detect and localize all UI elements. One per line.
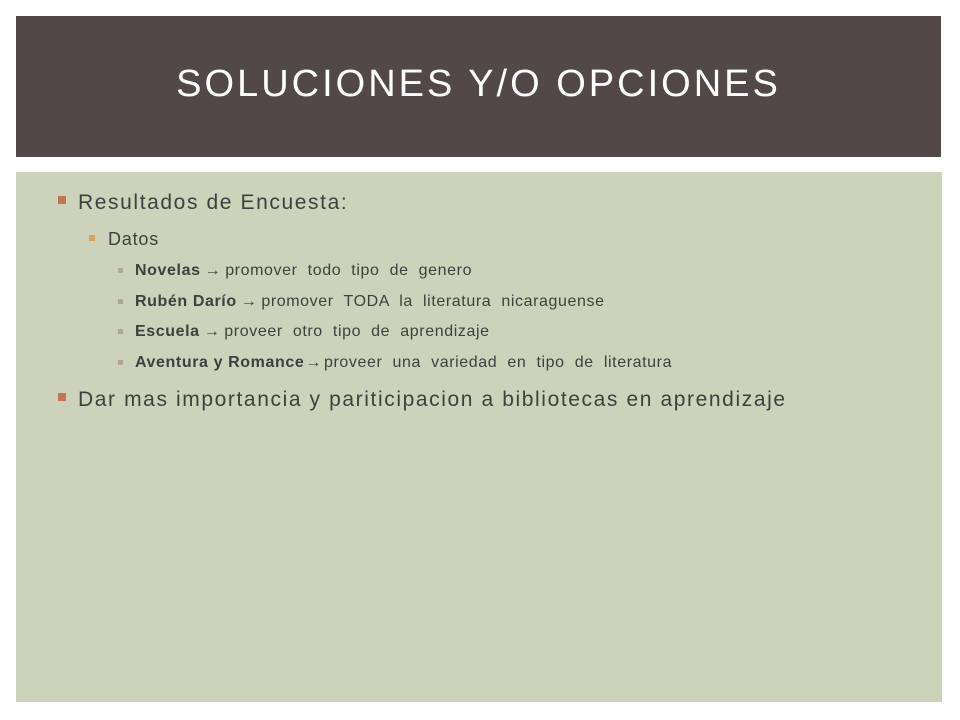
slide-title: SOLUCIONES Y/O OPCIONES <box>176 63 781 105</box>
bullet-resultados <box>58 187 348 218</box>
item-label: Escuela <box>135 323 200 340</box>
arrow-right-icon: → <box>305 354 322 371</box>
square-bullet-icon <box>118 299 123 304</box>
item-text: promover TODA la literatura nicaraguense <box>261 293 605 310</box>
list-item <box>135 292 605 312</box>
bullet-datos-text: Datos <box>108 229 160 249</box>
item-text: proveer otro tipo de aprendizaje <box>224 323 490 340</box>
bullet-item-escuela <box>118 322 490 342</box>
bullet-item-novelas <box>118 261 472 281</box>
list-item <box>135 261 472 281</box>
arrow-right-icon: → <box>203 323 221 340</box>
bullet-resultados-text: Resultados de Encuesta: <box>78 191 349 214</box>
title-bar <box>16 16 941 157</box>
item-label: Aventura y Romance <box>135 354 305 371</box>
bullet-dar-mas-text: Dar mas importancia y pariticipacion a bibliotecas en aprendizaje <box>78 388 787 411</box>
bullet-dar-mas <box>58 384 818 415</box>
square-bullet-icon <box>118 329 123 334</box>
arrow-right-icon: → <box>240 293 258 310</box>
bullet-item-ruben-dario <box>118 292 605 312</box>
square-bullet-icon <box>89 235 95 241</box>
square-bullet-icon <box>58 393 66 401</box>
bullet-datos <box>89 227 159 251</box>
square-bullet-icon <box>118 268 123 273</box>
item-label: Novelas <box>135 262 201 279</box>
list-item <box>135 353 672 373</box>
item-label: Rubén Darío <box>135 293 237 310</box>
item-text: promover todo tipo de genero <box>225 262 473 279</box>
list-item <box>135 322 490 342</box>
content-panel <box>16 172 942 702</box>
arrow-right-icon: → <box>204 262 222 279</box>
item-text: proveer una variedad en tipo de literatura <box>323 354 673 371</box>
bullet-item-aventura <box>118 353 672 373</box>
square-bullet-icon <box>118 360 123 365</box>
square-bullet-icon <box>58 196 66 204</box>
